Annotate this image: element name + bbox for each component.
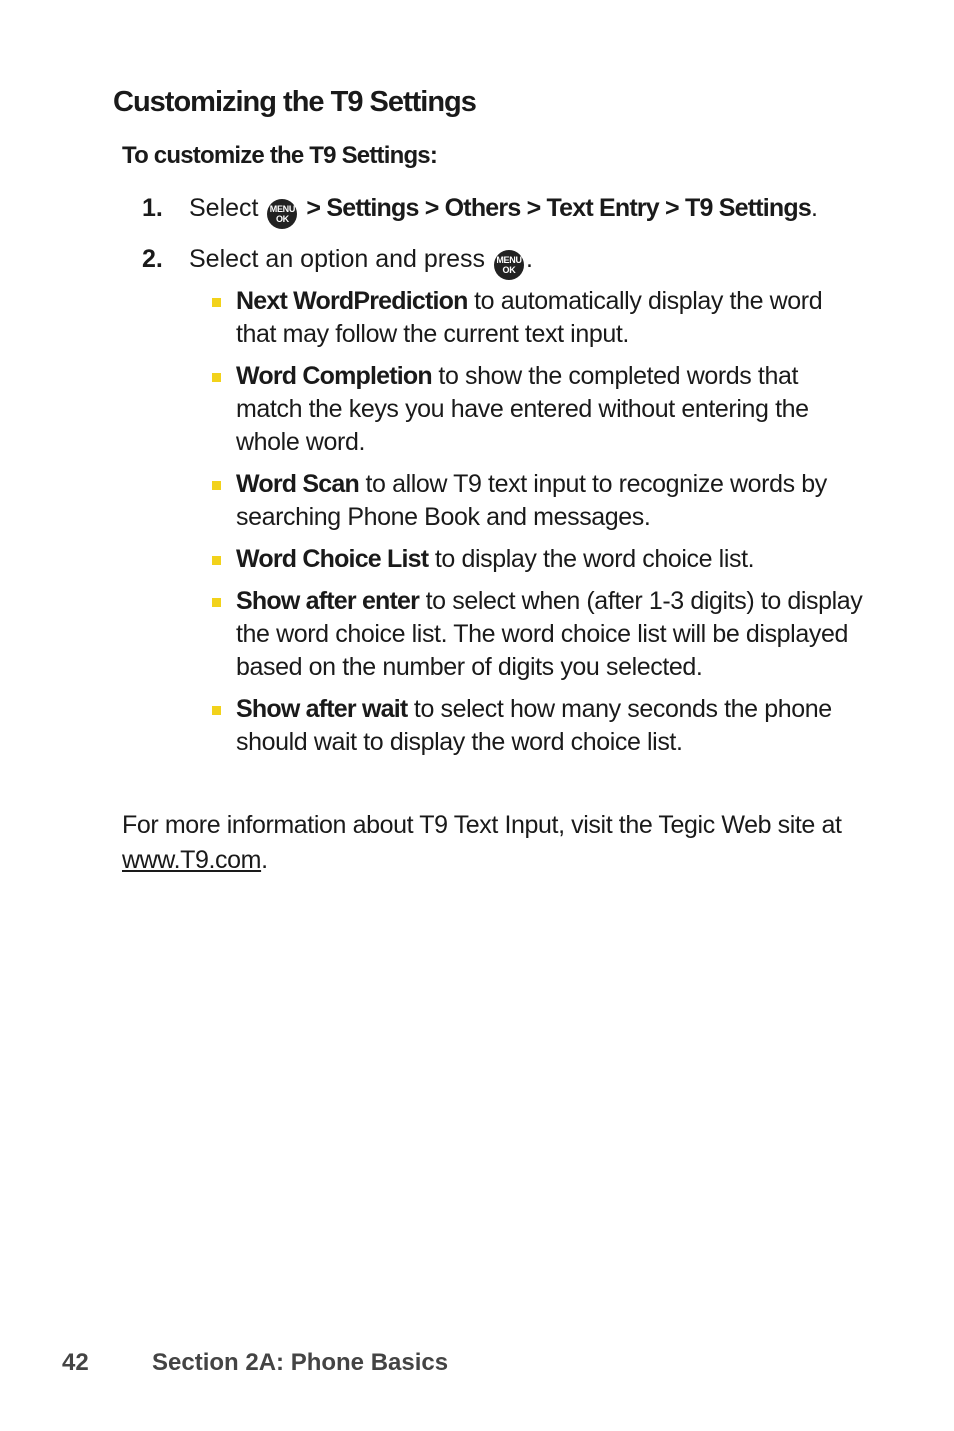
page-number: 42 — [62, 1349, 89, 1376]
step-number: 1. — [142, 194, 163, 222]
bullet-square-icon — [212, 298, 221, 307]
option-next-word-prediction — [236, 285, 866, 351]
option-name: Word Scan — [236, 470, 359, 498]
option-description: to automatically display the word that may follow the current text input. — [236, 287, 823, 348]
more-info-note — [122, 808, 862, 878]
option-name: Show after wait — [236, 695, 408, 723]
page-title: Customizing the T9 Settings — [113, 86, 476, 118]
step-text: Select — [189, 194, 259, 222]
step-text: Select an option and press — [189, 245, 486, 273]
page-footer — [62, 1349, 448, 1377]
t9-website-link[interactable]: www.T9.com — [122, 846, 262, 874]
instructions-subheading: To customize the T9 Settings: — [122, 142, 438, 169]
bullet-square-icon — [212, 556, 221, 565]
menu-path: > Settings > Others > Text Entry > T9 Settings — [306, 194, 811, 222]
option-description: to select when (after 1-3 digits) to display the word choice list. The word choice list will be displayed based on the number of digits you selected. — [236, 587, 863, 681]
bullet-square-icon — [212, 481, 221, 490]
option-show-after-wait — [236, 693, 866, 759]
option-description: to display the word choice list. — [434, 545, 755, 573]
option-description: to select how many seconds the phone should wait to display the word choice list. — [236, 695, 832, 756]
bullet-square-icon — [212, 598, 221, 607]
option-list — [236, 285, 866, 768]
section-title: Section 2A: Phone Basics — [152, 1349, 449, 1376]
step-1 — [142, 192, 818, 229]
option-name: Word Completion — [236, 362, 432, 390]
option-description: to show the completed words that match the keys you have entered without entering the whole word. — [236, 362, 809, 456]
option-name: Show after enter — [236, 587, 420, 615]
more-info-end: . — [261, 846, 268, 874]
option-show-after-enter — [236, 585, 866, 684]
menu-ok-key-icon: MENU OK — [494, 250, 524, 280]
bullet-square-icon — [212, 373, 221, 382]
step-end: . — [810, 194, 818, 222]
step-2 — [142, 243, 533, 280]
menu-ok-key-icon: MENU OK — [267, 199, 297, 229]
option-description: to allow T9 text input to recognize words by searching Phone Book and messages. — [236, 470, 827, 531]
option-name: Next WordPrediction — [236, 287, 468, 315]
option-word-scan — [236, 468, 866, 534]
more-info-text: For more information about T9 Text Input, visit the Tegic Web site at — [122, 811, 842, 839]
option-word-choice-list — [236, 543, 866, 576]
option-name: Word Choice List — [236, 545, 429, 573]
option-word-completion — [236, 360, 866, 459]
bullet-square-icon — [212, 706, 221, 715]
step-number: 2. — [142, 245, 163, 273]
step-end: . — [526, 245, 533, 273]
